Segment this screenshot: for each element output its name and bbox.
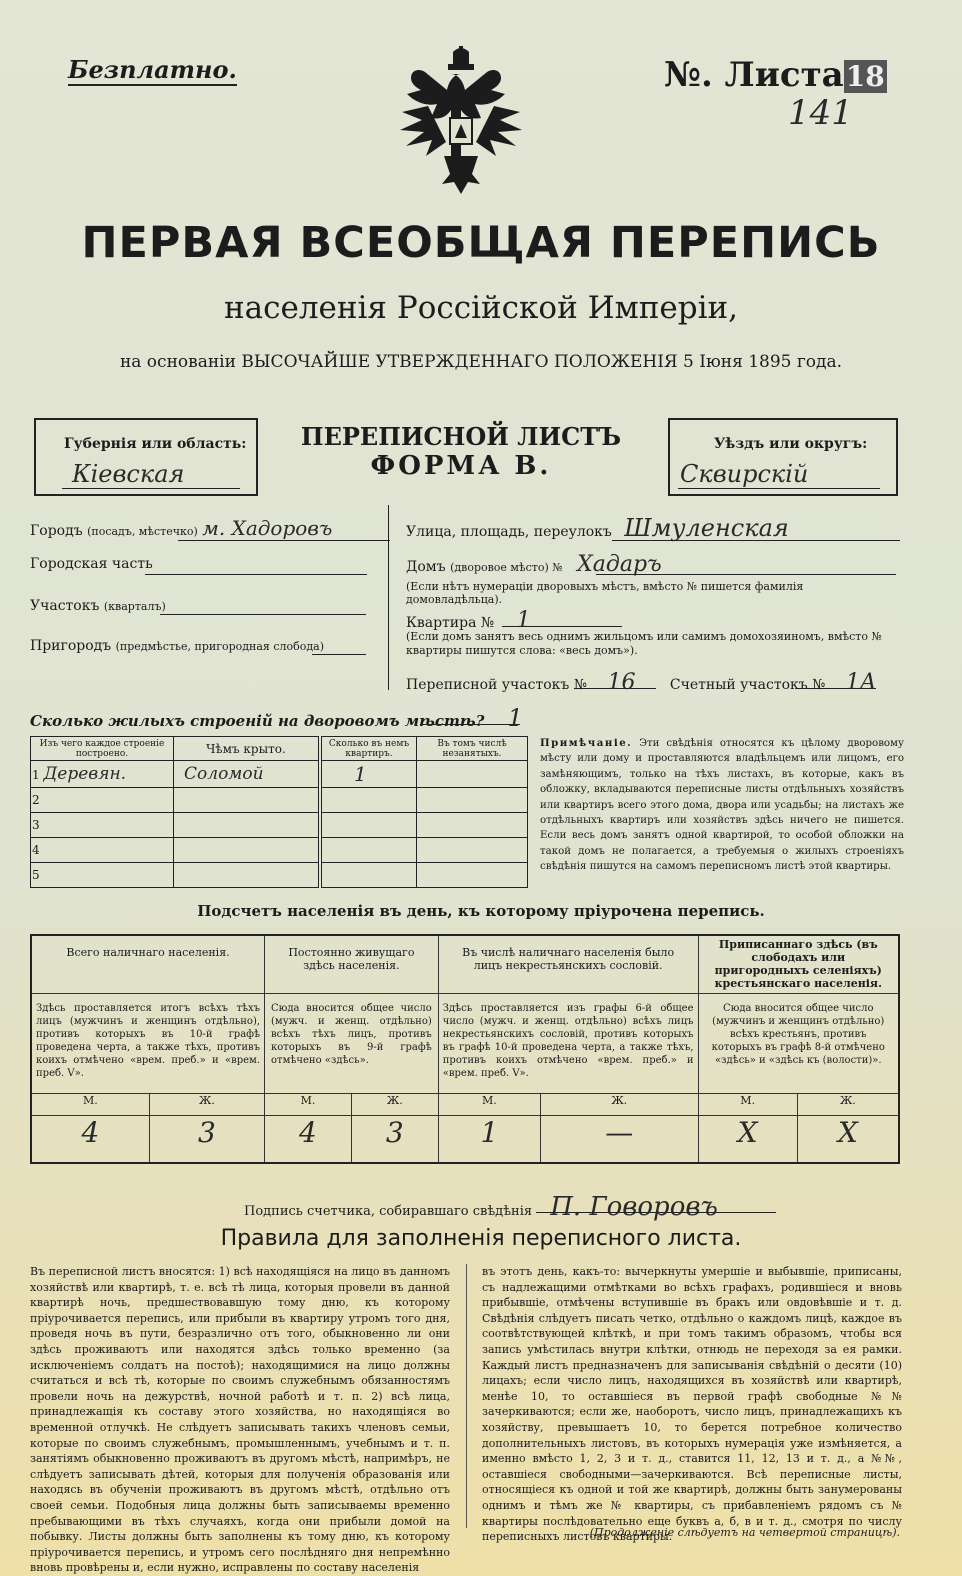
house-label: Домъ xyxy=(406,559,446,575)
building-apts xyxy=(320,788,417,813)
building-roof xyxy=(174,863,321,888)
note-text: Эти свѣдѣнія относятся къ цѣлому дворовому мѣсту или дому и проставляются владѣльцемъ или лицомъ, его замѣняющимъ, только на тѣхъ листахъ, въ которые, какъ въ обложку, вкладываются переписные листы отдѣльныхъ хозяйствъ или квартиръ всего этого дома, двора или усадьбы; на листахъ же отдѣльныхъ квартиръ или хозяйствъ здѣсь ничего не пишется. Если весь домъ занятъ одной квартирой, то особой обложки на такой домъ не полагается, а требуемыя о жилыхъ строеніяхъ свѣдѣнія пишутся на самомъ переписномъ листѣ этой квартиры. xyxy=(540,738,904,873)
pop-total-f: 3 xyxy=(149,1115,264,1163)
building-roof xyxy=(174,838,321,863)
city-hint: (посадъ, мѣстечко) xyxy=(87,525,198,538)
apt-note: (Если домъ занятъ весь однимъ жильцомъ или самимъ домохозяиномъ, вмѣсто № квартиры пишутся слова: «весь домъ»). xyxy=(406,630,882,657)
building-apts xyxy=(320,838,417,863)
house-value: Хадаръ xyxy=(577,552,662,577)
gubernia-box xyxy=(34,418,258,496)
rules-right-column: въ этотъ день, какъ-то: вычеркнуты умершіе и выбывшіе, приписаны, съ надлежащими отмѣтками во всѣхъ графахъ, родившіеся и вновь прибывшіе, отмѣчены вступившіе въ бракъ или овдовѣвшіе и т. д. Свѣдѣнія слѣдуетъ писать четко, отдѣльно о каждомъ лицѣ, каждое въ соотвѣтствующей клѣткѣ, и при томъ такимъ образомъ, чтобы вся запись умѣстилась внутри клѣтки, отнюдь не переходя за ея рамки. Каждый листъ предназначенъ для записыванія свѣдѣній о десяти (10) лицахъ; если число лицъ, находящихся въ хозяйствѣ или квартирѣ, менѣе 10, то оставшіеся въ первой графѣ свободные №№ зачеркиваются; если же, наоборотъ, число лицъ, принадлежащихъ къ хозяйству, превышаетъ 10, то берется потребное количество дополнительныхъ листовъ, въ которыхъ нумерація уже измѣняется, а именно вмѣсто 1, 2, 3 и т. д., ставится 11, 12, 13 и т. д., а №№, оставшіеся свободными—зачеркиваются. Всѣ переписные листы, относящіеся къ одной и той же квартирѣ, должны быть занумерованы однимъ и тѣмъ же № квартиры, съ прибавленіемъ рядомъ съ № квартиры послѣдовательно еще буквъ а, б, в и т. д., смотря по числу переписныхъ листовъ квартиры. xyxy=(482,1265,902,1544)
form-title-box xyxy=(256,418,666,492)
page-subtitle: населенія Россійской Имперіи, xyxy=(223,290,739,326)
census-value: 16 xyxy=(607,670,636,695)
f-label: Ж. xyxy=(797,1093,899,1115)
pop-desc-nonpeasant: Здѣсь проставляется изъ графы 6-й общее число (мужч. и женщ. отдѣльно) всѣхъ лицъ некрестьянскихъ сословій, противъ которыхъ въ графѣ 10-й проведена черта, а также тѣхъ, противъ коихъ отмѣчено «врем. преб.» и «врем. преб. V». xyxy=(438,993,698,1093)
population-table xyxy=(30,934,900,1164)
table-row xyxy=(31,761,528,788)
row-number: 2 xyxy=(31,788,174,813)
precinct-label: Участокъ xyxy=(30,598,100,614)
building-apts: 1 xyxy=(320,761,417,788)
pop-head-nonpeasant: Въ числѣ наличнаго населенія было лицъ некрестьянскихъ сословій. xyxy=(438,935,698,993)
street-row xyxy=(406,514,789,542)
page-title: ПЕРВАЯ ВСЕОБЩАЯ ПЕРЕПИСЬ xyxy=(81,218,881,268)
count-label: Счетный участокъ № xyxy=(669,677,826,693)
m-label: М. xyxy=(31,1093,149,1115)
row-number: 5 xyxy=(31,863,174,888)
signature-row xyxy=(244,1192,718,1222)
street-label: Улица, площадь, переулокъ xyxy=(406,524,612,540)
house-hint: (дворовое мѣсто) № xyxy=(450,561,563,574)
sheet-number-handwritten: 141 xyxy=(788,93,853,133)
table-row xyxy=(31,863,528,888)
gubernia-value: Кіевская xyxy=(72,460,185,488)
building-empty xyxy=(417,838,528,863)
note-title: Примѣчаніе. xyxy=(540,737,633,749)
buildings-answer: 1 xyxy=(507,704,523,732)
row-number: 1 xyxy=(32,768,40,782)
buildings-header-roof: Чѣмъ крыто. xyxy=(174,737,321,761)
sheet-number-old: 18 xyxy=(845,60,885,93)
rules-continued: (Продолженіе слѣдуетъ на четвертой страницѣ). xyxy=(589,1526,900,1539)
apt-value: 1 xyxy=(516,608,531,633)
count-value: 1А xyxy=(845,670,877,695)
street-value: Шмуленская xyxy=(624,514,789,542)
pop-peasant-f: X xyxy=(797,1115,899,1163)
district-label: Городская часть xyxy=(30,556,153,572)
table-row xyxy=(31,813,528,838)
buildings-header-apts: Сколько въ немъ квартиръ. xyxy=(320,737,417,761)
building-roof xyxy=(174,788,321,813)
buildings-question: Сколько жилыхъ строеній на дворовомъ мѣстѣ? xyxy=(30,712,485,730)
city-label: Городъ xyxy=(30,523,83,539)
free-label: Безплатно. xyxy=(68,55,237,84)
row-number: 3 xyxy=(31,813,174,838)
building-empty xyxy=(417,788,528,813)
pop-permanent-f: 3 xyxy=(351,1115,438,1163)
city-value: м. Хадоровъ xyxy=(202,516,333,540)
uezd-label: Уѣздъ или округъ: xyxy=(714,436,868,452)
signature-label: Подпись счетчика, собиравшаго свѣдѣнія xyxy=(244,1204,533,1219)
census-label: Переписной участокъ № xyxy=(406,677,587,693)
signature-value: П. Говоровъ xyxy=(550,1192,718,1222)
suburb-label: Пригородъ xyxy=(30,638,112,654)
pop-nonpeasant-m: 1 xyxy=(438,1115,540,1163)
suburb-row xyxy=(30,638,324,654)
sheet-number-label: №. Листа xyxy=(664,55,844,95)
building-empty xyxy=(417,761,528,788)
pop-permanent-m: 4 xyxy=(265,1115,352,1163)
pop-desc-permanent: Сюда вносится общее число (мужч. и женщ. отдѣльно) всѣхъ тѣхъ лицъ, противъ которыхъ въ 9-й графѣ отмѣчено «здѣсь». xyxy=(265,993,439,1093)
house-note: (Если нѣтъ нумераціи дворовыхъ мѣстъ, вмѣсто № пишется фамилія домовладѣльца). xyxy=(406,580,804,606)
population-title: Подсчетъ населенія въ день, къ которому пріурочена перепись. xyxy=(197,902,765,920)
building-apts xyxy=(320,813,417,838)
building-apts xyxy=(320,863,417,888)
table-row xyxy=(31,788,528,813)
pop-nonpeasant-f: — xyxy=(541,1115,699,1163)
m-label: М. xyxy=(698,1093,797,1115)
pop-desc-total: Здѣсь проставляется итогъ всѣхъ тѣхъ лицъ (мужчинъ и женщинъ отдѣльно), противъ которыхъ въ 10-й графѣ проведена черта, а также тѣхъ, противъ коихъ отмѣчено «врем. преб.» и «врем. преб. V». xyxy=(31,993,265,1093)
buildings-question-row xyxy=(30,704,523,732)
uezd-box xyxy=(668,418,898,496)
double-headed-eagle-emblem-icon xyxy=(398,46,524,196)
legal-basis: на основаніи ВЫСОЧАЙШЕ УТВЕРЖДЕННАГО ПОЛОЖЕНІЯ 5 Іюня 1895 года. xyxy=(119,352,843,372)
buildings-table xyxy=(30,736,528,888)
row-number: 4 xyxy=(31,838,174,863)
rules-left-column: Въ переписной листъ вносятся: 1) всѣ находящіяся на лицо въ данномъ хозяйствѣ или квартирѣ, т. е. всѣ тѣ лица, которыя провели въ данной квартирѣ ночь, предшествовавшую тому дню, къ которому пріурочивается перепись, или прибыли въ квартиру утромъ того дня, проведя ночь въ пути, безразлично отъ того, обыкновенно ли они здѣсь проживаютъ или находятся здѣсь только временно (за исключеніемъ солдатъ на постоѣ); находящимися на лицо должны считаться и всѣ тѣ, которые по своимъ служебнымъ обязанностямъ провели ночь на дежурствѣ, ночной работѣ и т. п. 2) всѣ лица, принадлежащія къ составу этого хозяйства, но находящіяся во временной отлучкѣ. Не слѣдуетъ записывать такихъ членовъ семьи, которые по своимъ служебнымъ, промышленнымъ, учебнымъ и т. п. занятіямъ обыкновенно проживаютъ въ другомъ мѣстѣ, напримѣръ, не слѣдуетъ записывать дѣтей, которыя для полученія образованія или находясь въ обученіи проживаютъ въ другомъ мѣстѣ, отдѣльно отъ своей семьи. Подобныя лица должны быть записываемы временно пребывающими въ тѣхъ случаяхъ, когда они прибыли домой на побывку. Листы должны быть заполнены къ тому дню, къ которому пріурочивается перепись, и утромъ сего послѣдняго дня непремѣнно вновь провѣрены и, если нужно, исправлены по составу населенія xyxy=(30,1265,450,1575)
buildings-header-material: Изъ чего каждое строеніе построено. xyxy=(31,737,174,761)
sheet-title: ПЕРЕПИСНОЙ ЛИСТЪ xyxy=(300,422,622,451)
suburb-hint: (предмѣстье, пригородная слобода) xyxy=(115,640,325,653)
m-label: М. xyxy=(438,1093,540,1115)
uezd-value: Сквирскій xyxy=(680,460,809,488)
pop-desc-peasant: Сюда вносится общее число (мужчинъ и женщинъ отдѣльно) всѣхъ крестьянъ, противъ которыхъ въ графѣ 8-й отмѣчено «здѣсь» и «здѣсь къ (волости)». xyxy=(698,993,899,1093)
form-title: ФОРМА В. xyxy=(370,451,552,481)
precinct-hint: (кварталъ) xyxy=(103,600,166,613)
building-empty xyxy=(417,863,528,888)
precinct-row xyxy=(30,598,166,614)
sheet-number xyxy=(664,55,887,133)
f-label: Ж. xyxy=(351,1093,438,1115)
table-row xyxy=(31,838,528,863)
m-label: М. xyxy=(265,1093,352,1115)
apt-label: Квартира № xyxy=(406,615,495,631)
city-row xyxy=(30,516,390,540)
buildings-note xyxy=(540,736,904,875)
gubernia-label: Губернія или область: xyxy=(64,436,247,452)
building-empty xyxy=(417,813,528,838)
pop-peasant-m: X xyxy=(698,1115,797,1163)
f-label: Ж. xyxy=(541,1093,699,1115)
building-material: Деревян. xyxy=(43,764,127,784)
census-row xyxy=(406,670,896,695)
pop-head-peasant: Приписаннаго здѣсь (въ слободахъ или пригородныхъ селеніяхъ) крестьянскаго населенія. xyxy=(698,935,899,993)
buildings-header-empty: Въ томъ числѣ незанятыхъ. xyxy=(417,737,528,761)
rules-title: Правила для заполненія переписного листа. xyxy=(220,1226,742,1251)
building-roof xyxy=(174,813,321,838)
pop-total-m: 4 xyxy=(31,1115,149,1163)
pop-head-permanent: Постоянно живущаго здѣсь населенія. xyxy=(265,935,439,993)
f-label: Ж. xyxy=(149,1093,264,1115)
pop-head-total: Всего наличнаго населенія. xyxy=(31,935,265,993)
building-roof: Соломой xyxy=(174,761,321,788)
